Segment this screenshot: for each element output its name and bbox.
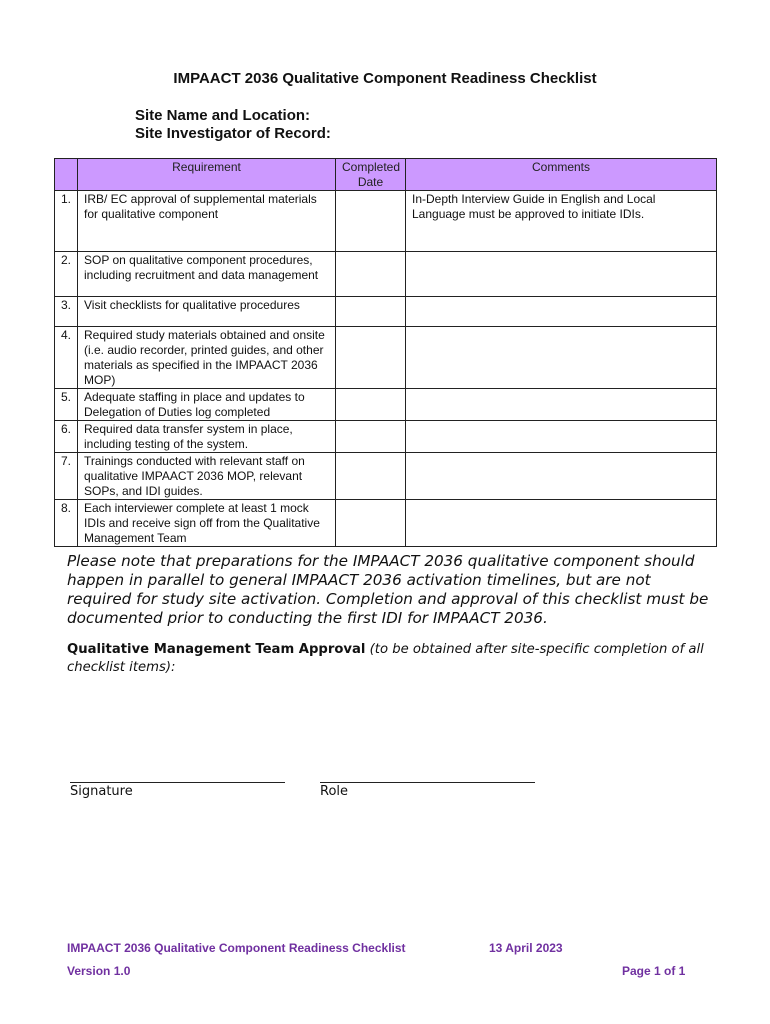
row-comments[interactable]	[406, 421, 717, 453]
table-row	[55, 191, 717, 252]
header-number	[55, 159, 78, 191]
header-completed-date: Completed Date	[336, 159, 406, 191]
row-number: 3.	[55, 297, 78, 327]
row-number: 8.	[55, 500, 78, 547]
row-completed-date[interactable]	[336, 453, 406, 500]
table-header-row	[55, 159, 717, 191]
row-requirement: SOP on qualitative component procedures, including recruitment and data management	[78, 252, 336, 297]
signature-label: Signature	[70, 784, 133, 799]
row-requirement: Required data transfer system in place, including testing of the system.	[78, 421, 336, 453]
row-requirement: Visit checklists for qualitative procedures	[78, 297, 336, 327]
row-number: 7.	[55, 453, 78, 500]
row-comments[interactable]	[406, 252, 717, 297]
footer-date: 13 April 2023	[489, 941, 563, 955]
row-requirement: Each interviewer complete at least 1 mock IDIs and receive sign off from the Qualitative Management Team	[78, 500, 336, 547]
table-row	[55, 421, 717, 453]
header-comments: Comments	[406, 159, 717, 191]
row-number: 1.	[55, 191, 78, 252]
row-completed-date[interactable]	[336, 191, 406, 252]
footer-page: Page 1 of 1	[622, 964, 686, 978]
role-label: Role	[320, 784, 349, 799]
table-row	[55, 327, 717, 389]
row-comments[interactable]	[406, 500, 717, 547]
row-requirement: Adequate staffing in place and updates to Delegation of Duties log completed	[78, 389, 336, 421]
row-number: 5.	[55, 389, 78, 421]
row-comments[interactable]	[406, 297, 717, 327]
row-number: 4.	[55, 327, 78, 389]
header-requirement: Requirement	[78, 159, 336, 191]
row-completed-date[interactable]	[336, 252, 406, 297]
row-requirement: IRB/ EC approval of supplemental materials for qualitative component	[78, 191, 336, 252]
row-number: 2.	[55, 252, 78, 297]
row-completed-date[interactable]	[336, 389, 406, 421]
row-completed-date[interactable]	[336, 297, 406, 327]
site-investigator-label: Site Investigator of Record:	[135, 125, 331, 142]
preparation-note: Please note that preparations for the IMPAACT 2036 qualitative component should happen in parallel to general IMPAACT 2036 activation timelines, but are not required for study site activation. Completion and approval of this checklist must be documented prior to conducting the first IDI for IMPAACT 2036.	[67, 552, 709, 627]
approval-heading: Qualitative Management Team Approval	[67, 642, 366, 657]
row-requirement: Trainings conducted with relevant staff on qualitative IMPAACT 2036 MOP, relevant SOPs, and IDI guides.	[78, 453, 336, 500]
table-row	[55, 252, 717, 297]
row-number: 6.	[55, 421, 78, 453]
row-requirement: Required study materials obtained and onsite (i.e. audio recorder, printed guides, and other materials as specified in the IMPAACT 2036 MOP)	[78, 327, 336, 389]
site-name-label: Site Name and Location:	[135, 107, 311, 124]
table-row	[55, 389, 717, 421]
table-row	[55, 500, 717, 547]
document-title: IMPAACT 2036 Qualitative Component Readiness Checklist	[173, 70, 597, 87]
signature-line[interactable]	[70, 782, 285, 783]
row-comments[interactable]	[406, 389, 717, 421]
footer-title: IMPAACT 2036 Qualitative Component Readiness Checklist	[67, 941, 406, 955]
row-comments[interactable]	[406, 453, 717, 500]
table-row	[55, 453, 717, 500]
readiness-checklist-table	[54, 158, 717, 547]
table-row	[55, 297, 717, 327]
row-comments[interactable]	[406, 327, 717, 389]
role-line[interactable]	[320, 782, 535, 783]
row-completed-date[interactable]	[336, 327, 406, 389]
approval-section	[67, 641, 717, 677]
row-completed-date[interactable]	[336, 500, 406, 547]
row-completed-date[interactable]	[336, 421, 406, 453]
row-comments[interactable]: In-Depth Interview Guide in English and Local Language must be approved to initiate IDIs.	[406, 191, 717, 252]
footer-version: Version 1.0	[67, 964, 131, 978]
approval-subtext: (to be obtained after site-specific completion of all checklist items):	[67, 642, 704, 675]
